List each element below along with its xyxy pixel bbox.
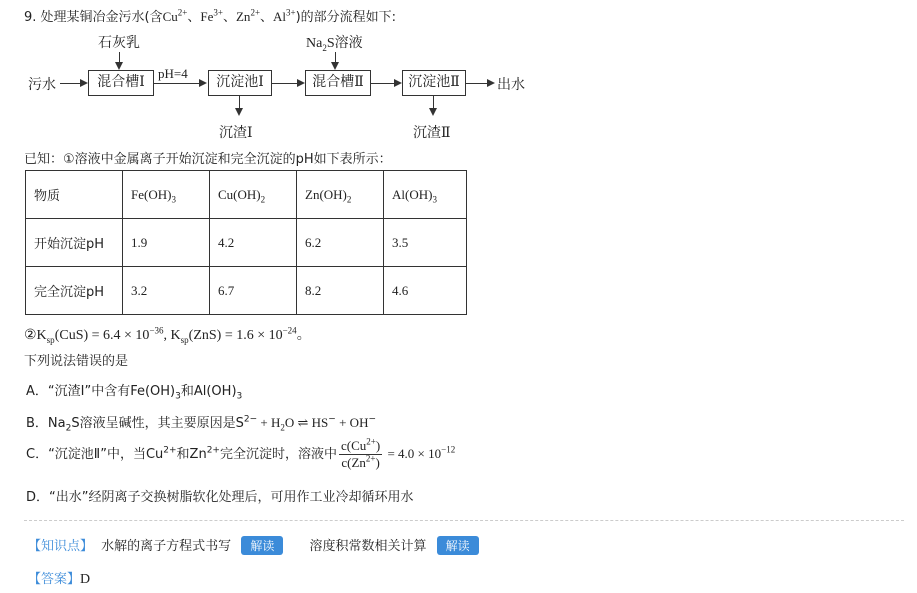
flow-slag1-label: 沉渣Ⅰ (219, 126, 253, 141)
option-b[interactable]: B．$Na_2S$溶液呈碱性，其主要原因是$S^{2-} + H_2O$ ⇌ HS− + OH− (26, 414, 376, 434)
option-a[interactable]: A．“沉渣Ⅰ”中含有$Fe(OH)_3$和$Al(OH)_3$ (26, 384, 243, 402)
question-stem: 9. 处理某铜冶金污水(含$Cu^{2+}$、$Fe^{3+}$、$Zn^{2+}$、$Al^{3+}$)的部分流程如下: (24, 7, 397, 25)
table-header-cell: $Cu(OH)_2$ (210, 171, 297, 219)
question-prompt: 下列说法错误的是 (24, 354, 129, 369)
table-row (26, 267, 467, 315)
table-header-row (26, 171, 467, 219)
table-cell: 1.9 (123, 219, 210, 267)
flow-input-label: 污水 (28, 78, 56, 93)
table-header-cell: $Fe(OH)_3$ (123, 171, 210, 219)
table-cell: 开始沉淀pH (26, 219, 123, 267)
flow-pool2: 沉淀池Ⅱ (402, 70, 466, 96)
answer-line (28, 568, 90, 588)
knowledge-item-1: 水解的离子方程式书写 (101, 539, 232, 554)
known-info: 已知：①溶液中金属离子开始沉淀和完全沉淀的pH如下表所示： (24, 152, 392, 167)
flow-mix2: 混合槽Ⅱ (305, 70, 371, 96)
answer-value: D (80, 572, 91, 587)
ph-table (25, 170, 467, 315)
table-cell: 4.2 (210, 219, 297, 267)
knowledge-points (28, 535, 479, 555)
option-c[interactable]: C．“沉淀池Ⅱ”中，当$Cu^{2+}$和$Zn^{2+}$完全沉淀时，溶液中 $\frac{c(Cu^{2+})}{c(Zn^{2+})}$ = $4.0 \times 10^{-12}$ (26, 436, 456, 470)
knowledge-label: 【知识点】 (28, 539, 94, 554)
table-header-cell: 物质 (26, 171, 123, 219)
interpret-button-2[interactable]: 解读 (437, 536, 479, 555)
flow-pool1: 沉淀池Ⅰ (208, 70, 272, 96)
question-number: 9. (24, 10, 37, 25)
answer-label: 【答案】 (28, 572, 81, 587)
table-cell: 完全沉淀pH (26, 267, 123, 315)
flow-slag2-label: 沉渣Ⅱ (413, 126, 451, 141)
table-cell: 3.2 (123, 267, 210, 315)
ksp-line: $②K_{sp}(CuS) = 6.4 \times 10^{-36}$, $K_{sp}(ZnS) = 1.6 \times 10^{-24}$。 (24, 325, 311, 345)
table-header-cell: $Zn(OH)_2$ (297, 171, 384, 219)
option-d[interactable]: D．“出水”经阴离子交换树脂软化处理后，可用作工业冷却循环用水 (26, 490, 414, 505)
flow-ph-label: pH=4 (158, 66, 188, 81)
knowledge-item-2: 溶度积常数相关计算 (309, 539, 427, 554)
concentration-fraction: $\frac{c(Cu^{2+})}{c(Zn^{2+})}$ (341, 436, 381, 470)
table-cell: 3.5 (384, 219, 467, 267)
table-row (26, 219, 467, 267)
table-cell: 8.2 (297, 267, 384, 315)
flow-na2s-label: $Na_2S$溶液 (306, 36, 363, 53)
table-cell: 6.2 (297, 219, 384, 267)
flow-lime-label: 石灰乳 (98, 36, 140, 51)
divider (24, 520, 904, 521)
table-cell: 4.6 (384, 267, 467, 315)
interpret-button-1[interactable]: 解读 (241, 536, 283, 555)
table-cell: 6.7 (210, 267, 297, 315)
flow-mix1: 混合槽Ⅰ (88, 70, 154, 96)
flow-output-label: 出水 (497, 78, 525, 93)
table-header-cell: $Al(OH)_3$ (384, 171, 467, 219)
